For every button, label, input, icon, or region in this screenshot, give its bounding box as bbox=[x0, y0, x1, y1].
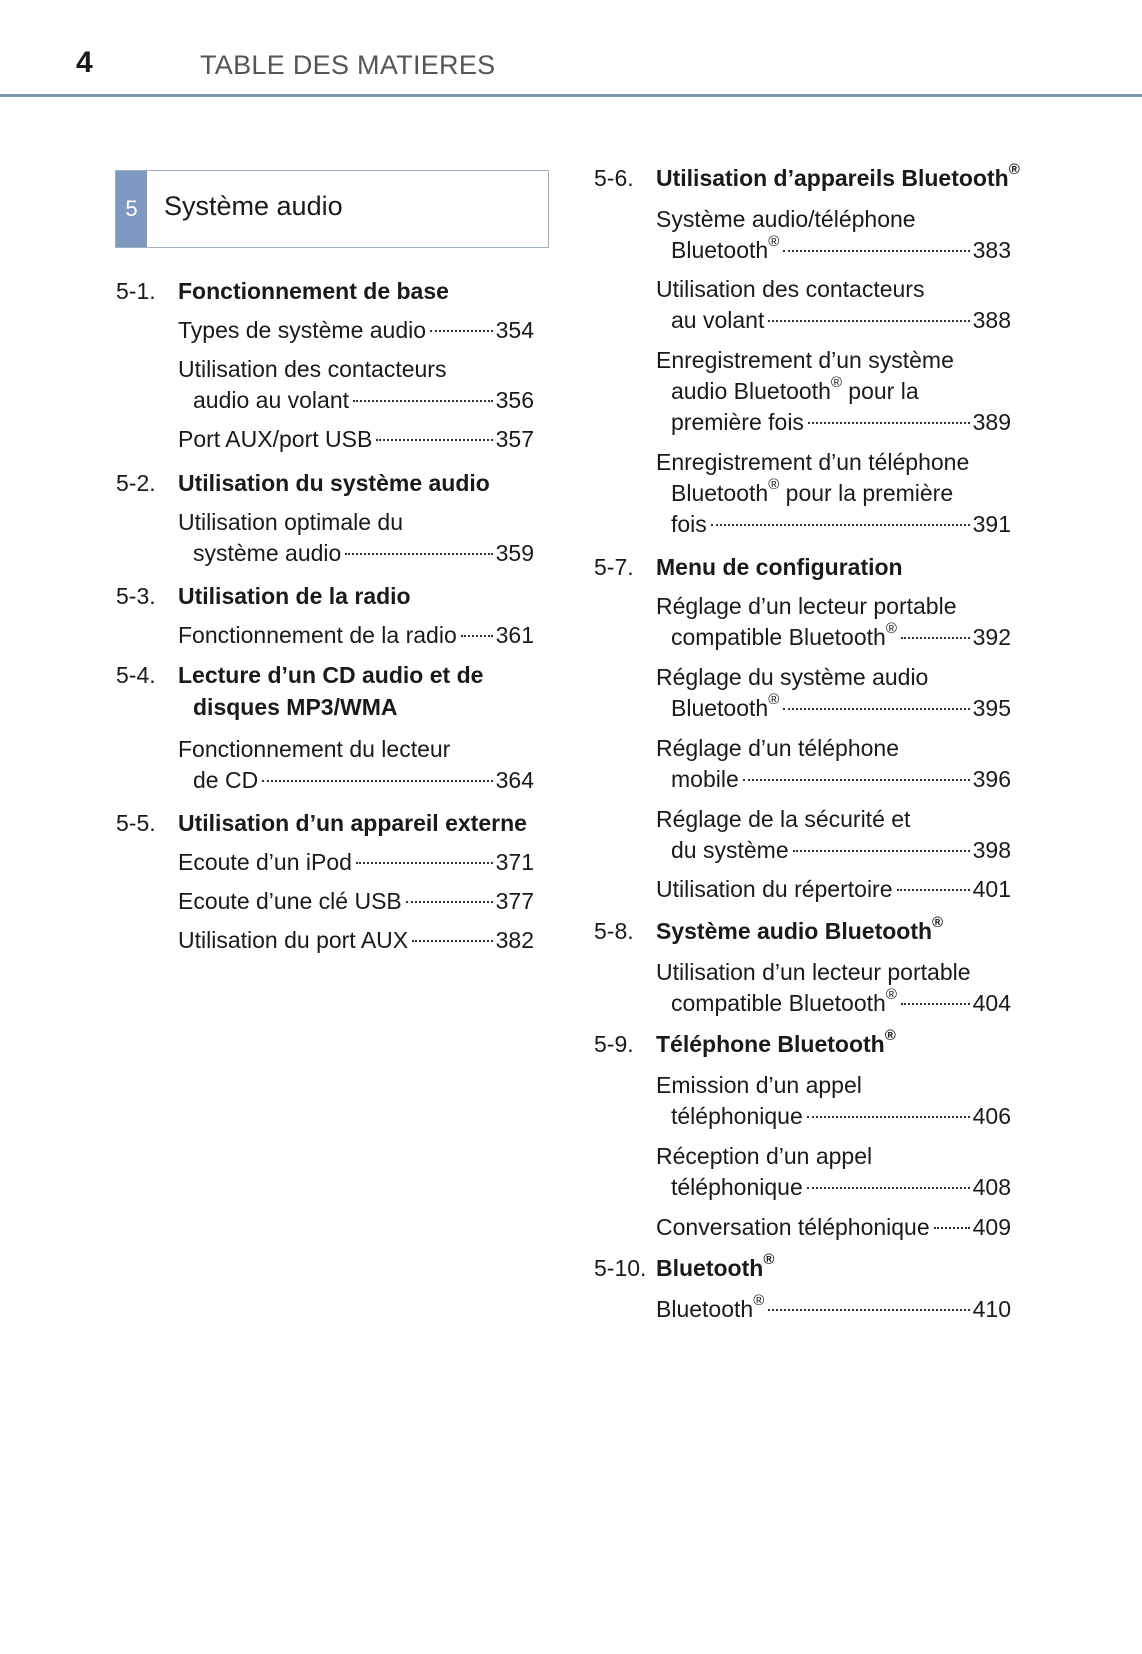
page-ref: 391 bbox=[972, 511, 1011, 537]
entry-title-line: Fonctionnement du lecteur bbox=[178, 736, 451, 762]
registered-mark: ® bbox=[884, 1027, 896, 1044]
dot-leader bbox=[430, 330, 493, 332]
registered-mark: ® bbox=[753, 1292, 765, 1309]
dot-leader bbox=[807, 1116, 970, 1118]
entry-title: première fois bbox=[671, 409, 804, 435]
dot-leader bbox=[783, 708, 969, 710]
section-number: 5-3. bbox=[116, 583, 156, 609]
page-ref: 364 bbox=[495, 767, 534, 793]
entry-title-line: Utilisation des contacteurs bbox=[178, 356, 447, 382]
page-ref: 396 bbox=[972, 766, 1011, 792]
dot-leader bbox=[897, 889, 970, 891]
entry-title-line: Bluetooth bbox=[671, 480, 769, 506]
entry-title: Fonctionnement de la radio bbox=[178, 622, 457, 648]
section-number: 5-1. bbox=[116, 278, 156, 304]
section-title: Bluetooth bbox=[656, 1255, 764, 1281]
entry-title-line: Enregistrement d’un système bbox=[656, 347, 954, 373]
page-ref: 357 bbox=[495, 426, 534, 452]
page-ref: 395 bbox=[972, 695, 1011, 721]
section-number: 5-5. bbox=[116, 810, 156, 836]
chapter-heading bbox=[115, 170, 549, 248]
dot-leader bbox=[461, 635, 493, 637]
dot-leader bbox=[743, 779, 970, 781]
section-number: 5-2. bbox=[116, 470, 156, 496]
section-title: Menu de configuration bbox=[656, 554, 903, 580]
section-title: Fonctionnement de base bbox=[178, 278, 449, 304]
entry-title-line: pour la première bbox=[779, 480, 954, 506]
page-ref: 377 bbox=[495, 888, 534, 914]
section-title: Téléphone Bluetooth bbox=[656, 1031, 885, 1057]
section-title: Utilisation de la radio bbox=[178, 583, 411, 609]
registered-mark: ® bbox=[932, 914, 944, 931]
entry-title: Bluetooth bbox=[671, 695, 769, 721]
dot-leader bbox=[356, 862, 493, 864]
entry-title: Utilisation du port AUX bbox=[178, 927, 409, 953]
registered-mark: ® bbox=[768, 691, 780, 708]
entry-title: de CD bbox=[193, 767, 259, 793]
dot-leader bbox=[768, 320, 969, 322]
dot-leader bbox=[711, 524, 970, 526]
section-title: Système audio Bluetooth bbox=[656, 918, 933, 944]
header-rule bbox=[0, 94, 1142, 97]
page-ref: 401 bbox=[972, 876, 1011, 902]
entry-title: Ecoute d’un iPod bbox=[178, 849, 352, 875]
section-number: 5-8. bbox=[594, 918, 634, 944]
dot-leader bbox=[376, 439, 492, 441]
page-header bbox=[0, 0, 1142, 98]
registered-mark: ® bbox=[768, 476, 780, 493]
page-ref: 354 bbox=[495, 317, 534, 343]
entry-title-line: Emission d’un appel bbox=[656, 1072, 862, 1098]
chapter-number: 5 bbox=[116, 171, 147, 247]
entry-title: fois bbox=[671, 511, 707, 537]
entry-title-line: Utilisation optimale du bbox=[178, 509, 404, 535]
registered-mark: ® bbox=[885, 986, 897, 1003]
page-ref: 382 bbox=[495, 927, 534, 953]
entry-title-line: Utilisation des contacteurs bbox=[656, 276, 925, 302]
page-number: 4 bbox=[76, 46, 93, 79]
dot-leader bbox=[262, 780, 492, 782]
page-ref: 383 bbox=[972, 237, 1011, 263]
entry-title: au volant bbox=[671, 307, 765, 333]
entry-title: système audio bbox=[193, 540, 342, 566]
registered-mark: ® bbox=[768, 233, 780, 250]
dot-leader bbox=[807, 1187, 970, 1189]
entry-title: Bluetooth bbox=[671, 237, 769, 263]
entry-title-line: Enregistrement d’un téléphone bbox=[656, 449, 970, 475]
registered-mark: ® bbox=[1008, 161, 1020, 178]
dot-leader bbox=[406, 901, 493, 903]
entry-title: Types de système audio bbox=[178, 317, 427, 343]
entry-title-line: Réglage d’un lecteur portable bbox=[656, 593, 957, 619]
page-ref: 388 bbox=[972, 307, 1011, 333]
page-ref: 371 bbox=[495, 849, 534, 875]
page-ref: 410 bbox=[972, 1296, 1011, 1322]
entry-title: téléphonique bbox=[671, 1103, 803, 1129]
section-number: 5-7. bbox=[594, 554, 634, 580]
entry-title-line: Réglage de la sécurité et bbox=[656, 806, 911, 832]
entry-title: Bluetooth bbox=[656, 1296, 754, 1322]
dot-leader bbox=[345, 553, 492, 555]
chapter-title: Système audio bbox=[164, 191, 343, 221]
registered-mark: ® bbox=[830, 374, 842, 391]
entry-title: compatible Bluetooth bbox=[671, 990, 886, 1016]
page-ref: 398 bbox=[972, 837, 1011, 863]
page-ref: 409 bbox=[972, 1214, 1011, 1240]
page-ref: 392 bbox=[972, 624, 1011, 650]
page-ref: 356 bbox=[495, 387, 534, 413]
dot-leader bbox=[783, 250, 969, 252]
entry-title-line: Réception d’un appel bbox=[656, 1143, 873, 1169]
page-ref: 361 bbox=[495, 622, 534, 648]
section-number: 5-4. bbox=[116, 662, 156, 688]
registered-mark: ® bbox=[763, 1251, 775, 1268]
page-ref: 406 bbox=[972, 1103, 1011, 1129]
dot-leader bbox=[353, 400, 493, 402]
dot-leader bbox=[768, 1309, 969, 1311]
dot-leader bbox=[901, 637, 970, 639]
entry-title-line: audio Bluetooth bbox=[671, 378, 831, 404]
entry-title-line: pour la bbox=[841, 378, 919, 404]
entry-title: Port AUX/port USB bbox=[178, 426, 373, 452]
entry-title: téléphonique bbox=[671, 1174, 803, 1200]
section-title: Utilisation du système audio bbox=[178, 470, 490, 496]
section-number: 5-9. bbox=[594, 1031, 634, 1057]
entry-title-line: Réglage d’un téléphone bbox=[656, 735, 899, 761]
page-title: TABLE DES MATIERES bbox=[200, 50, 496, 80]
section-title: Lecture d’un CD audio et de bbox=[178, 662, 484, 688]
page-ref: 359 bbox=[495, 540, 534, 566]
section-title-line2: disques MP3/WMA bbox=[193, 694, 398, 720]
entry-title: du système bbox=[671, 837, 789, 863]
dot-leader bbox=[412, 940, 493, 942]
section-number: 5-10. bbox=[594, 1255, 647, 1281]
dot-leader bbox=[934, 1227, 970, 1229]
entry-title-line: Système audio/téléphone bbox=[656, 206, 916, 232]
dot-leader bbox=[901, 1003, 970, 1005]
entry-title-line: Réglage du système audio bbox=[656, 664, 929, 690]
entry-title: compatible Bluetooth bbox=[671, 624, 886, 650]
page-ref: 404 bbox=[972, 990, 1011, 1016]
dot-leader bbox=[808, 422, 970, 424]
entry-title: Ecoute d’une clé USB bbox=[178, 888, 402, 914]
registered-mark: ® bbox=[885, 620, 897, 637]
page-ref: 389 bbox=[972, 409, 1011, 435]
entry-title-line: Utilisation d’un lecteur portable bbox=[656, 959, 971, 985]
section-title: Utilisation d’appareils Bluetooth bbox=[656, 165, 1009, 191]
section-number: 5-6. bbox=[594, 165, 634, 191]
page-ref: 408 bbox=[972, 1174, 1011, 1200]
entry-title: mobile bbox=[671, 766, 739, 792]
section-title: Utilisation d’un appareil externe bbox=[178, 810, 527, 836]
entry-title: Utilisation du répertoire bbox=[656, 876, 893, 902]
dot-leader bbox=[793, 850, 970, 852]
entry-title: audio au volant bbox=[193, 387, 350, 413]
entry-title: Conversation téléphonique bbox=[656, 1214, 930, 1240]
